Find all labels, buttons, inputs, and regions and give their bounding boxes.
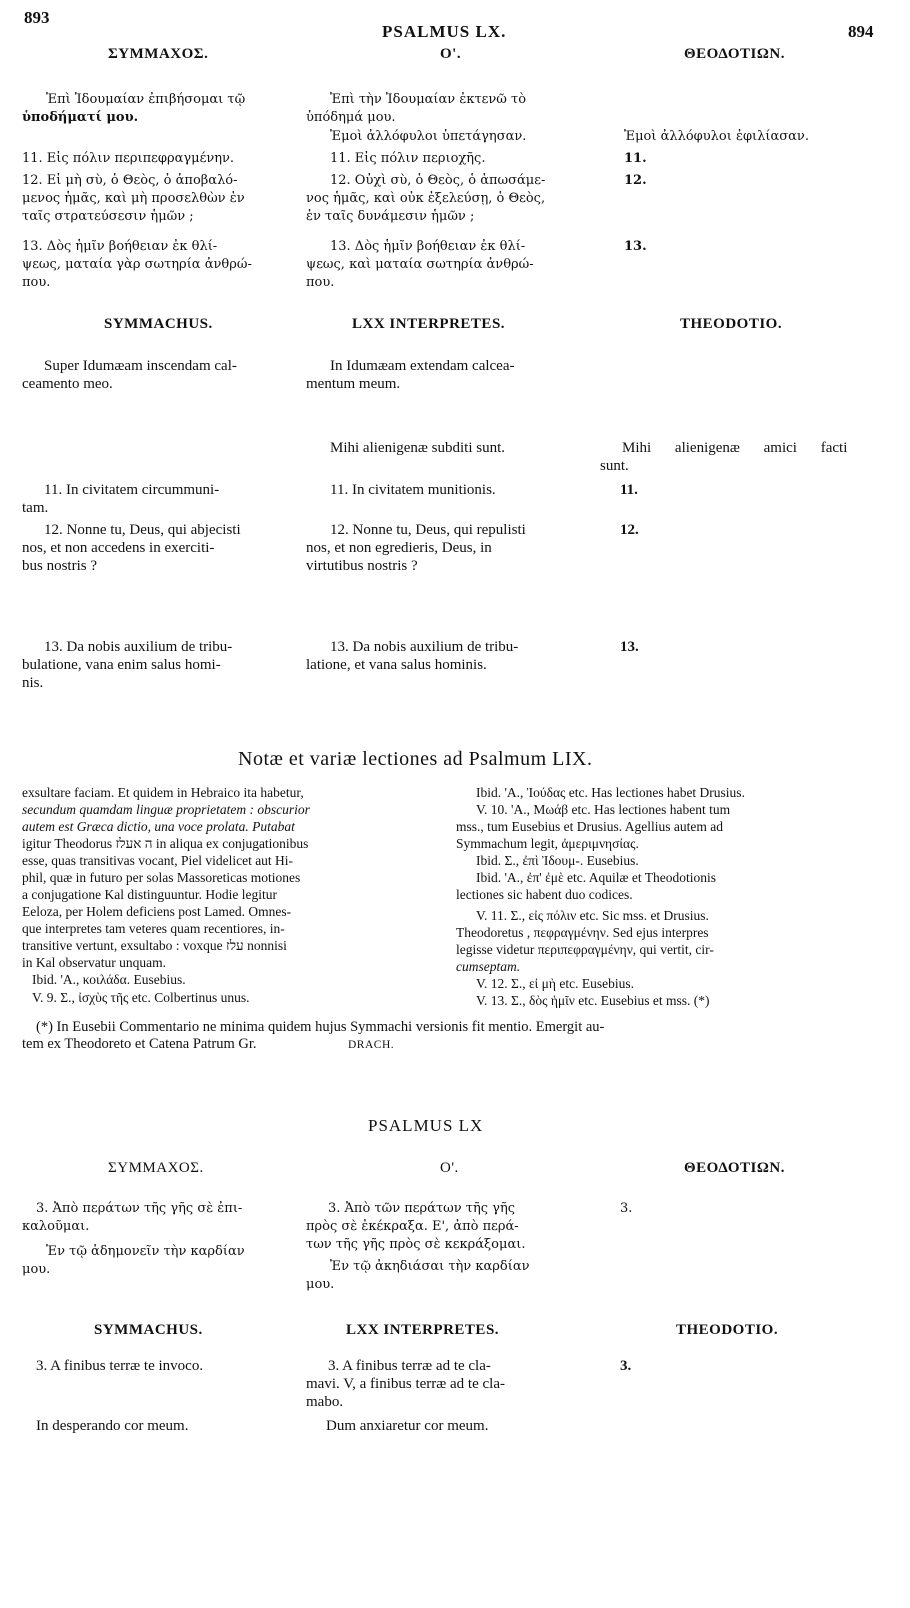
header-lxx-latin: LXX INTERPRETES. — [352, 316, 506, 332]
symmachus-greek-line: 12. Εἰ μὴ σὺ, ὁ Θεὸς, ὁ ἀποβαλό- — [22, 173, 238, 188]
lxx-latin-line: nos, et non egredieris, Deus, in — [306, 540, 492, 556]
notes-left-line: autem est Græca dictio, una voce prolata. Putabat — [22, 819, 295, 834]
theodotion-latin-line: Mihi alienigenæ amici facti — [622, 440, 848, 456]
symmachus-greek-line: ταῖς στρατεύσεσιν ἡμῶν ; — [22, 209, 194, 224]
symmachus-latin-line: 11. In civitatem circummuni- — [44, 482, 220, 498]
lxx-latin-line: In Idumæam extendam calcea- — [330, 358, 515, 374]
psalm-title: PSALMUS LX — [368, 1116, 484, 1135]
notes-left-line: que interpretes tam veteres quam recentiores, in- — [22, 921, 285, 936]
lxx-latin-line: Mihi alienigenæ subditi sunt. — [330, 440, 505, 456]
notes-right-line: V. 10. 'A., Μωάβ etc. Has lectiones habent tum — [476, 802, 731, 817]
running-title: PSALMUS LX. — [382, 22, 507, 41]
lxx-greek-line: Ἐπὶ τὴν Ἰδουμαίαν ἐκτενῶ τὸ — [330, 92, 527, 107]
header-lxx-latin-2: LXX INTERPRETES. — [346, 1322, 500, 1338]
lxx-latin-line-2: mabo. — [306, 1394, 344, 1410]
header-theodotion-latin-2: THEODOTIO. — [676, 1322, 779, 1338]
symmachus-latin-line: ceamento meo. — [22, 376, 113, 392]
notes-right-line: mss., tum Eusebius et Drusius. Agellius autem ad — [456, 819, 723, 834]
lxx-greek-line: 12. Οὐχὶ σὺ, ὁ Θεὸς, ὁ ἀπωσάμε- — [330, 173, 546, 188]
header-symmachus-greek-2: ΣΥΜΜΑΧΟΣ. — [108, 1160, 204, 1176]
lxx-latin-line: 13. Da nobis auxilium de tribu- — [330, 639, 519, 655]
header-symmachus-latin: SYMMACHUS. — [104, 316, 213, 332]
theodotion-latin-line-2: 3. — [620, 1358, 632, 1374]
notes-left-line: V. 9. Σ., ἰσχὺς τῆς etc. Colbertinus unus. — [32, 990, 250, 1005]
lxx-greek-line: ἐν ταῖς δυνάμεσιν ἡμῶν ; — [306, 209, 475, 224]
notes-right-line: lectiones sic habent duo codices. — [456, 887, 633, 902]
theodotion-latin-line: sunt. — [600, 458, 629, 474]
header-lxx-greek: Ο'. — [440, 46, 462, 62]
notes-left-line: secundum quamdam linguæ proprietatem : obscurior — [22, 802, 310, 817]
theodotion-greek-line: Ἐμοὶ ἀλλόφυλοι ἐφιλίασαν. — [624, 129, 809, 144]
lxx-greek-line: ὑπόδημά μου. — [306, 110, 396, 125]
notes-right-line: Ibid. 'A., ἐπ' ἐμὲ etc. Aquilæ et Theodotionis — [476, 870, 717, 885]
notes-right-line: Symmachum legit, ἀμεριμνησίας. — [456, 836, 639, 851]
notes-right-line: V. 13. Σ., δὸς ἡμῖν etc. Eusebius et mss. (*) — [476, 993, 710, 1008]
lxx-latin-line: 12. Nonne tu, Deus, qui repulisti — [330, 522, 526, 538]
symmachus-greek-line: ψεως, ματαία γὰρ σωτηρία ἀνθρώ- — [22, 257, 252, 272]
theodotion-latin-line: 11. — [620, 482, 638, 498]
lxx-greek-line-2: μου. — [306, 1277, 335, 1292]
notes-right-line: V. 11. Σ., εἰς πόλιν etc. Sic mss. et Drusius. — [476, 908, 709, 923]
lxx-greek-line-2: των τῆς γῆς πρὸς σὲ κεκράξομαι. — [306, 1237, 526, 1252]
symmachus-greek-line-2: 3. Ἀπὸ περάτων τῆς γῆς σὲ ἐπι- — [36, 1201, 243, 1216]
theodotion-greek-line: 11. — [624, 151, 647, 166]
lxx-greek-line: 11. Εἰς πόλιν περιοχῆς. — [330, 151, 486, 166]
header-theodotion-greek: ΘΕΟΔΟΤΙΩΝ. — [684, 46, 785, 62]
symmachus-greek-line-2: μου. — [22, 1262, 51, 1277]
page-number-right: 894 — [848, 22, 874, 41]
symmachus-latin-line: bulatione, vana enim salus homi- — [22, 657, 221, 673]
lxx-greek-line-2: Ἐν τῷ ἀκηδιάσαι τὴν καρδίαν — [330, 1259, 530, 1274]
symmachus-latin-line: 13. Da nobis auxilium de tribu- — [44, 639, 233, 655]
symmachus-greek-line-2: Ἐν τῷ ἀδημονεῖν τὴν καρδίαν — [46, 1244, 245, 1259]
symmachus-greek-line: που. — [22, 275, 51, 290]
notes-title: Notæ et variæ lectiones ad Psalmum LIX. — [238, 748, 593, 770]
footnote-line: (*) In Eusebii Commentario ne minima quidem hujus Symmachi versionis fit mentio. Emergit au- — [36, 1019, 605, 1035]
header-symmachus-latin-2: SYMMACHUS. — [94, 1322, 203, 1338]
notes-right-line: legisse videtur περιπεφραγμένην, qui vertit, cir- — [456, 942, 714, 957]
symmachus-latin-line: bus nostris ? — [22, 558, 97, 574]
theodotion-greek-line: 13. — [624, 239, 647, 254]
theodotion-latin-line: 13. — [620, 639, 639, 655]
notes-left-line: phil, quæ in futuro per solas Massoreticas motiones — [22, 870, 301, 885]
lxx-greek-line: που. — [306, 275, 335, 290]
lxx-latin-line: 11. In civitatem munitionis. — [330, 482, 496, 498]
symmachus-latin-line: nos, et non accedens in exerciti- — [22, 540, 215, 556]
notes-right-line: Ibid. 'A., Ἰούδας etc. Has lectiones habet Drusius. — [476, 785, 745, 800]
symmachus-greek-line: 13. Δὸς ἡμῖν βοήθειαν ἐκ θλί- — [22, 239, 218, 254]
lxx-latin-line-2: 3. A finibus terræ ad te cla- — [328, 1358, 491, 1374]
symmachus-latin-line: 12. Nonne tu, Deus, qui abjecisti — [44, 522, 241, 538]
symmachus-greek-line: μενος ἡμᾶς, καὶ μὴ προσελθὼν ἐν — [22, 191, 245, 206]
lxx-latin-line-2: mavi. V, a finibus terræ ad te cla- — [306, 1376, 505, 1392]
notes-left-line: Ibid. 'A., κοιλάδα. Eusebius. — [32, 972, 186, 987]
notes-right-line: Ibid. Σ., ἐπὶ Ἰδουμ-. Eusebius. — [476, 853, 639, 868]
notes-left-line: a conjugatione Kal distinguuntur. Hodie legitur — [22, 887, 277, 902]
lxx-greek-line: Ἐμοὶ ἀλλόφυλοι ὑπετάγησαν. — [330, 129, 527, 144]
lxx-latin-line: latione, et vana salus hominis. — [306, 657, 487, 673]
theodotion-latin-line: 12. — [620, 522, 639, 538]
header-symmachus-greek: ΣΥΜΜΑΧΟΣ. — [108, 46, 209, 62]
symmachus-greek-line: 11. Εἰς πόλιν περιπεφραγμένην. — [22, 151, 235, 166]
footnote-signature: DRACH. — [348, 1039, 395, 1051]
symmachus-latin-line: tam. — [22, 500, 49, 516]
lxx-latin-line: mentum meum. — [306, 376, 401, 392]
footnote-line: tem ex Theodoreto et Catena Patrum Gr. — [22, 1036, 257, 1052]
lxx-greek-line: 13. Δὸς ἡμῖν βοήθειαν ἐκ θλί- — [330, 239, 526, 254]
notes-left-line: in Kal observatur unquam. — [22, 955, 166, 970]
symmachus-greek-line: Ἐπὶ Ἰδουμαίαν ἐπιβήσομαι τῷ — [46, 92, 246, 107]
symmachus-latin-line-2: In desperando cor meum. — [36, 1418, 189, 1434]
lxx-latin-line: virtutibus nostris ? — [306, 558, 418, 574]
header-theodotion-latin: THEODOTIO. — [680, 316, 783, 332]
lxx-greek-line: ψεως, καὶ ματαία σωτηρία ἀνθρώ- — [306, 257, 534, 272]
lxx-latin-line-2: Dum anxiaretur cor meum. — [326, 1418, 489, 1434]
notes-right-line: V. 12. Σ., εἰ μὴ etc. Eusebius. — [476, 976, 634, 991]
notes-left-line: igitur Theodorus ה אעלז in aliqua ex conjugationibus — [22, 836, 309, 851]
notes-right-line: cumseptam. — [456, 959, 521, 974]
theodotion-greek-line-2: 3. — [620, 1201, 633, 1216]
symmachus-latin-line: nis. — [22, 675, 44, 691]
symmachus-latin-line-2: 3. A finibus terræ te invoco. — [36, 1358, 204, 1374]
theodotion-greek-line: 12. — [624, 173, 647, 188]
page-number-left: 893 — [24, 8, 50, 27]
notes-left-line: esse, quas transitivas vocant, Piel videlicet aut Hi- — [22, 853, 294, 868]
symmachus-greek-line-2: καλοῦμαι. — [22, 1219, 90, 1234]
notes-left-line: Eeloza, per Holem deficiens post Lamed. Omnes- — [22, 904, 292, 919]
symmachus-greek-line: ὑποδήματί μου. — [22, 110, 139, 125]
header-theodotion-greek-2: ΘΕΟΔΟΤΙΩΝ. — [684, 1160, 785, 1176]
notes-left-line: exsultare faciam. Et quidem in Hebraico ita habetur, — [22, 785, 304, 800]
symmachus-latin-line: Super Idumæam inscendam cal- — [44, 358, 237, 374]
lxx-greek-line-2: 3. Ἀπὸ τῶν περάτων τῆς γῆς — [328, 1201, 516, 1216]
lxx-greek-line-2: πρὸς σὲ ἐκέκραξα. Ε', ἀπὸ περά- — [306, 1219, 519, 1234]
notes-right-line: Theodoretus , πεφραγμένην. Sed ejus interpres — [456, 925, 709, 940]
notes-left-line: transitive vertunt, exsultabo : voxque עלז nonnisi — [22, 938, 287, 953]
lxx-greek-line: νος ἡμᾶς, καὶ οὐκ ἐξελεύσῃ, ὁ Θεὸς, — [306, 191, 546, 206]
header-lxx-greek-2: Ο'. — [440, 1160, 459, 1176]
